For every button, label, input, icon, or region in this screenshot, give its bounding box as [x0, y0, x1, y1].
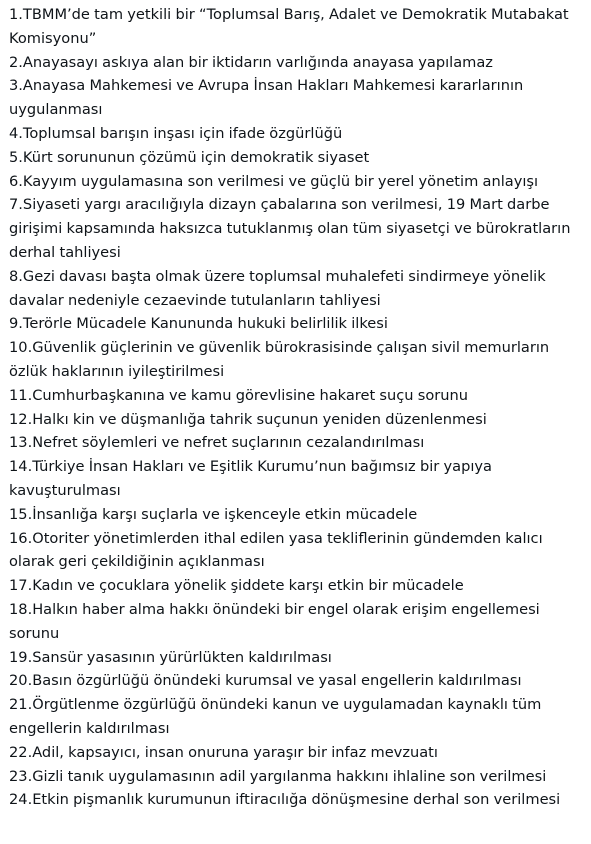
list-item: 16.Otoriter yönetimlerden ithal edilen yasa tekliflerinin gündemden kalıcı olarak geri çekildiğinin açıklanması [9, 529, 543, 571]
list-item: 18.Halkın haber alma hakkı önündeki bir engel olarak erişim engellemesi sorunu [9, 600, 540, 642]
list-item: 5.Kürt sorununun çözümü için demokratik siyaset [9, 148, 370, 166]
list-item: 20.Basın özgürlüğü önündeki kurumsal ve yasal engellerin kaldırılması [9, 672, 522, 690]
list-item: 21.Örgütlenme özgürlüğü önündeki kanun ve uygulamadan kaynaklı tüm engellerin kaldırılması [9, 696, 542, 737]
list-item: 10.Güvenlik güçlerinin ve güvenlik bürokrasisinde çalışan sivil memurların özlük haklarının iyileştirilmesi [9, 339, 550, 380]
list-item: 13.Nefret söylemleri ve nefret suçlarının cezalandırılması [9, 434, 425, 452]
list-item: 12.Halkı kin ve düşmanlığa tahrik suçunun yeniden düzenlenmesi [9, 410, 487, 428]
document-body [9, 3, 585, 812]
list-item: 1.TBMM’de tam yetkili bir “Toplumsal Barış, Adalet ve Demokratik Mutabakat Komisyonu” [9, 6, 569, 47]
list-item: 11.Cumhurbaşkanına ve kamu görevlisine hakaret suçu sorunu [9, 386, 469, 404]
list-item: 3.Anayasa Mahkemesi ve Avrupa İnsan Hakları Mahkemesi kararlarının uygulanması [9, 77, 524, 119]
list-item: 23.Gizli tanık uygulamasının adil yargılanma hakkını ihlaline son verilmesi [9, 767, 547, 785]
list-item: 8.Gezi davası başta olmak üzere toplumsal muhalefeti sindirmeye yönelik davalar nedeniyle cezaevinde tutulanların tahliyesi [9, 267, 546, 309]
list-item: 22.Adil, kapsayıcı, insan onuruna yaraşır bir infaz mevzuatı [9, 743, 438, 761]
list-item: 17.Kadın ve çocuklara yönelik şiddete karşı etkin bir mücadele [9, 577, 464, 595]
demands-list [9, 3, 585, 812]
list-item: 4.Toplumsal barışın inşası için ifade özgürlüğü [9, 124, 343, 142]
list-item: 7.Siyaseti yargı aracılığıyla dizayn çabalarına son verilmesi, 19 Mart darbe girişimi kapsamında haksızca tutuklanmış olan tüm siyasetçi ve bürokratların derhal tahliyesi [9, 196, 571, 261]
list-item: 15.İnsanlığa karşı suçlarla ve işkenceyle etkin mücadele [9, 505, 418, 523]
list-item: 14.Türkiye İnsan Hakları ve Eşitlik Kurumu’nun bağımsız bir yapıya kavuşturulması [9, 458, 492, 499]
list-item: 9.Terörle Mücadele Kanununda hukuki belirlilik ilkesi [9, 315, 388, 333]
list-item: 19.Sansür yasasının yürürlükten kaldırılması [9, 648, 332, 666]
list-item: 24.Etkin pişmanlık kurumunun iftiracılığa dönüşmesine derhal son verilmesi [9, 791, 561, 809]
list-item: 2.Anayasayı askıya alan bir iktidarın varlığında anayasa yapılamaz [9, 53, 493, 71]
list-item: 6.Kayyım uygulamasına son verilmesi ve güçlü bir yerel yönetim anlayışı [9, 172, 539, 190]
